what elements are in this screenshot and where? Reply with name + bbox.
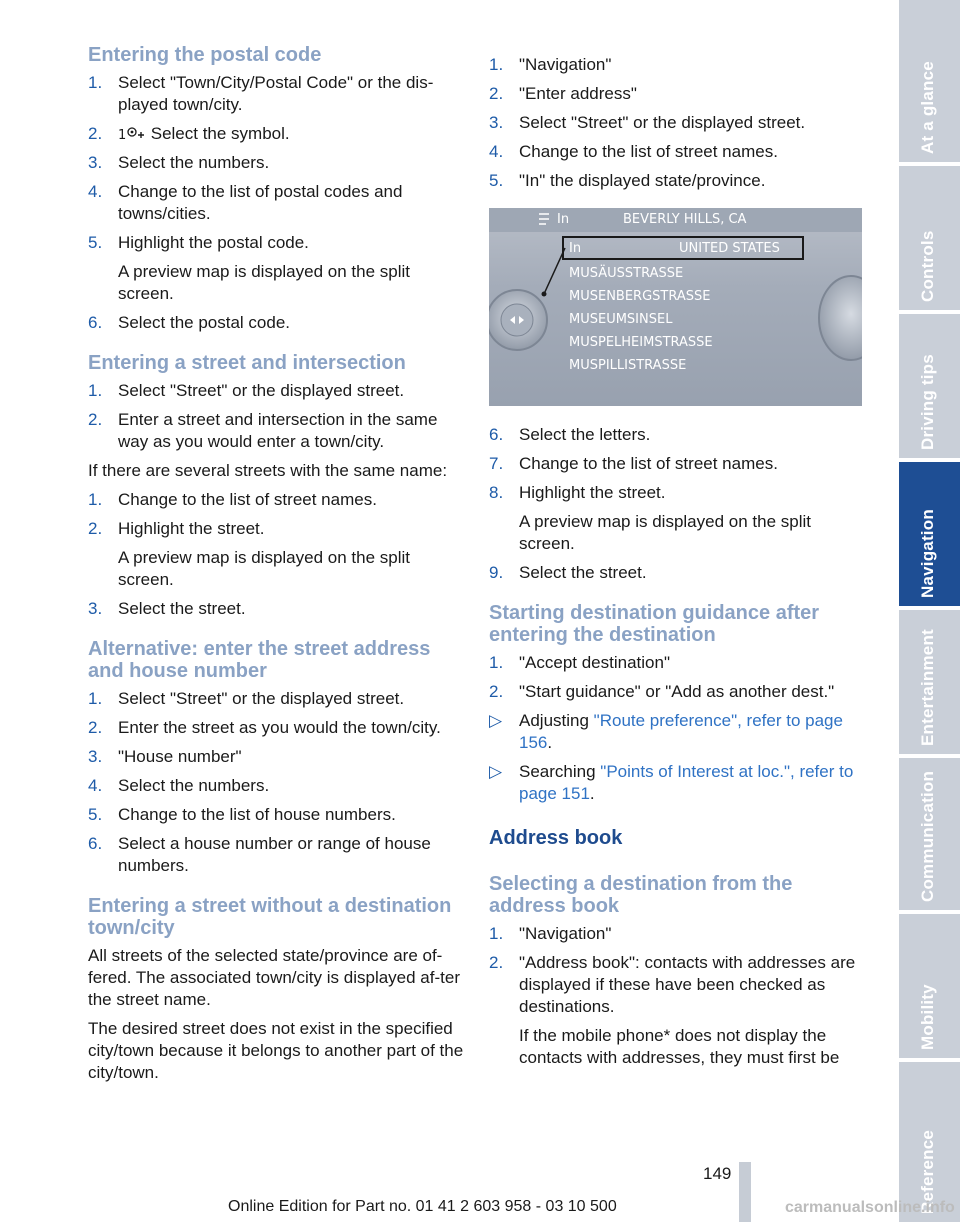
list-item: 4. Select the numbers. [88,776,270,795]
heading-street-intersection: Entering a street and intersection [88,352,406,374]
list-item: 5. "In" the displayed state/province. [489,171,766,190]
screen-list-item: MUSÄUSSTRASSE [569,266,684,281]
list-item: 6. Select the postal code. [88,313,291,332]
list-item: 8. Highlight the street. A preview map is displayed on the split screen. [489,483,811,553]
list-item: 1. Select "Street" or the displayed street. [88,689,405,708]
list-item: 3. Select "Street" or the displayed street. [489,113,806,132]
right-column [489,54,864,1076]
heading-select-from-address-book: Selecting a destination from the address book [489,873,793,917]
bullet-item: ▷ Searching "Points of Interest at loc.", refer to page 151. [489,762,854,803]
tab-entertainment[interactable]: Entertainment [899,610,960,754]
list-item: 3. "House number" [88,747,242,766]
page-marker-bar [739,1162,751,1222]
list-item: 1. Select "Street" or the displayed street. [88,381,405,400]
list-item: 5. Highlight the postal code. A preview map is displayed on the split screen. [88,233,410,303]
screen-list-item: MUSPILLISTRASSE [569,358,687,373]
paragraph: All streets of the selected state/province are of-fered. The associated town/city is displayed af-ter the street name. [88,946,460,1009]
screen-city: BEVERLY HILLS, CA [623,212,747,227]
tab-mobility[interactable]: Mobility [899,914,960,1058]
bullet-item: ▷ Adjusting "Route preference", refer to page 156. [489,711,843,752]
list-item: 1. Change to the list of street names. [88,490,377,509]
page-number: 149 [703,1164,732,1183]
list-item: 2. "Enter address" [489,84,637,103]
route-preference-link[interactable]: "Route preference", refer to page 156 [519,711,843,752]
list-item: 2. Enter the street as you would the town/city. [88,718,441,737]
list-item: 3. Select the street. [88,599,246,618]
svg-text:1: 1 [118,128,127,142]
footer-edition: Online Edition for Part no. 01 41 2 603 958 - 03 10 500 [228,1198,617,1215]
paragraph: The desired street does not exist in the specified city/town because it belongs to another part of the city/town. [88,1019,464,1082]
list-item: 6. Select a house number or range of house numbers. [88,834,431,875]
tab-driving-tips[interactable]: Driving tips [899,314,960,458]
list-item: 2. Enter a street and intersection in the same way as you would enter a town/city. [88,410,438,451]
heading-address-book: Address book [489,827,623,849]
screen-selected-in: In [569,241,582,256]
list-item: 2. "Start guidance" or "Add as another dest." [489,682,835,701]
list-item: 1. "Accept destination" [489,653,670,672]
tab-communication[interactable]: Communication [899,758,960,910]
list-item: 7. Change to the list of street names. [489,454,778,473]
list-item: 9. Select the street. [489,563,647,582]
triangle-bullet-icon: ▷ [489,711,503,730]
tab-at-a-glance[interactable]: At a glance [899,0,960,162]
chapter-tabs [899,0,960,1222]
tab-reference[interactable]: Reference [899,1062,960,1222]
screen-list-item: MUSENBERGSTRASSE [569,289,711,304]
screen-in-label: In [557,212,570,227]
paragraph: If there are several streets with the same name: [88,461,448,480]
postal-symbol-icon [118,124,146,142]
watermark: carmanualsonline.info [785,1199,955,1216]
list-item: 1. Select "Town/City/Postal Code" or the dis-played town/city. [88,73,434,114]
idrive-screen-image [489,208,862,406]
list-item: 5. Change to the list of house numbers. [88,805,396,824]
triangle-bullet-icon: ▷ [489,762,503,781]
list-item: 2. "Address book": contacts with addresses are displayed if these have been checked as destinations. If the mobile phone* does not display the contacts with addresses, they must first be [489,953,856,1067]
screen-list-item: MUSEUMSINSEL [569,312,673,327]
tab-controls[interactable]: Controls [899,166,960,310]
list-item: 4. Change to the list of postal codes and towns/cities. [88,182,403,223]
list-item: 1. "Navigation" [489,55,612,74]
heading-start-guidance: Starting destination guidance after entering the destination [489,602,820,646]
screen-country: UNITED STATES [679,241,780,256]
screen-list-item: MUSPELHEIMSTRASSE [569,335,713,350]
left-column [88,44,464,1091]
heading-no-destination: Entering a street without a destination town/city [88,895,452,939]
list-item: 3. Select the numbers. [88,153,270,172]
points-of-interest-link[interactable]: "Points of Interest at loc.", refer to page 151 [519,762,854,803]
heading-house-number: Alternative: enter the street address and house number [88,638,431,682]
list-item: 4. Change to the list of street names. [489,142,778,161]
list-item: 2. 1 Select the symbol. [88,124,290,143]
tab-navigation[interactable]: Navigation [899,462,960,606]
list-item: 2. Highlight the street. A preview map is displayed on the split screen. [88,519,410,589]
list-item: 6. Select the letters. [489,425,651,444]
heading-postal-code: Entering the postal code [88,44,322,66]
screen-graphics [489,208,862,406]
list-item: 1. "Navigation" [489,924,612,943]
